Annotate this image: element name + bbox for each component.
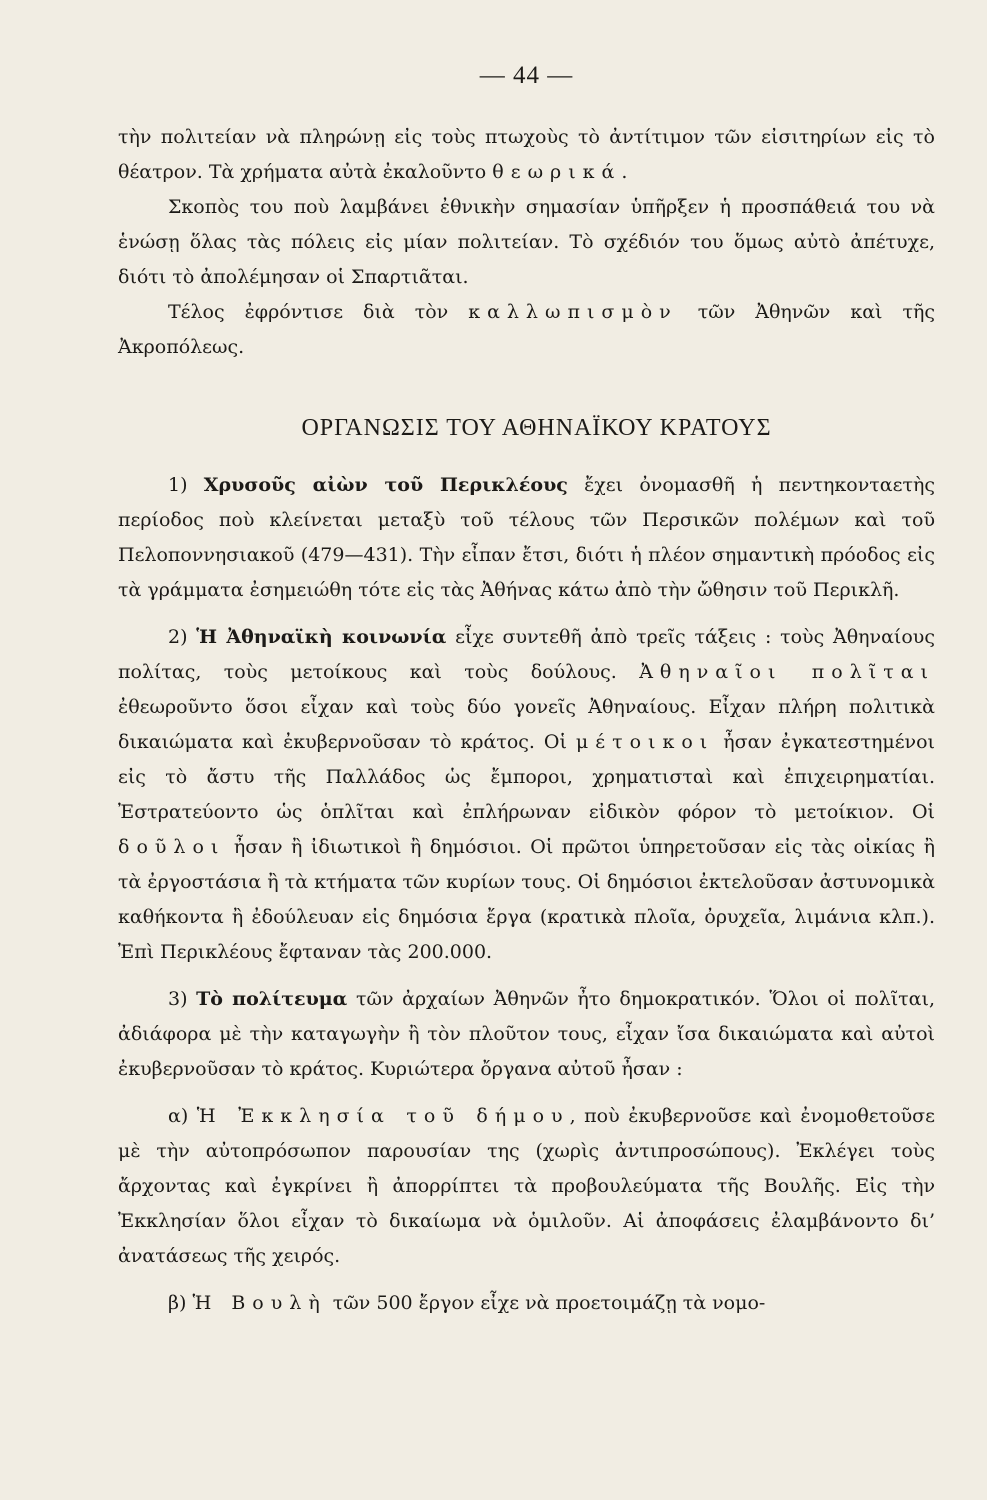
spaced-term: θεωρικά (492, 161, 622, 183)
intro-text (118, 120, 935, 365)
text-run: τῶν ἀρχαίων Ἀθηνῶν ἦτο δημοκρατικόν. Ὅλοι οἱ πολῖται, ἀδιάφορα μὲ τὴν καταγωγὴν ἢ τὸν πλοῦτον τους, εἶχαν ἴσα δικαιώματα καὶ αὐτοὶ ἐκυβερνοῦσαν τὸ κράτος. Κυριώτερα ὄργανα αὐτοῦ ἦσαν : (118, 988, 935, 1080)
text-run: ἔχει ὀνομασθῆ ἡ πεντηκονταετὴς περίοδος ποὺ κλείνεται μεταξὺ τοῦ τέλους τῶν Περσικῶν πολέμων καὶ τοῦ Πελοποννησιακοῦ (479—431). Τὴν εἶπαν ἔτσι, διότι ἡ πλέον σημαντικὴ πρόοδος εἰς τὰ γράμματα ἐσημειώθη τότε εἰς τὰς Ἀθήνας κάτω ἀπὸ τὴν ὤθησιν τοῦ Περικλῆ. (118, 474, 935, 601)
paragraph-s2 (118, 620, 935, 970)
text-run: β) (168, 1292, 193, 1314)
text-run: . (621, 161, 628, 183)
paragraph-p1 (118, 190, 935, 295)
text-run: Τέλος ἐφρόντισε διὰ τὸν (168, 301, 469, 323)
text-run: ἦσαν ἐγκατεστημένοι εἰς τὸ ἄστυ τῆς Παλλάδος ὡς ἔμποροι, χρηματισταὶ καὶ ἐπιχειρηματίαι. Ἐστρατεύοντο ὡς ὁπλῖται καὶ ἐπλήρωναν εἰδικὸν φόρον τὸ μετοίκιον. Οἱ (118, 731, 936, 823)
paragraph-s3 (118, 982, 935, 1087)
spaced-term: καλλωπισμὸν (468, 301, 678, 323)
text-run: εἶχε συντεθῆ ἀπὸ τρεῖς τάξεις : τοὺς Ἀθηναίους πολίτας, τοὺς μετοίκους καὶ τοὺς δούλους. (118, 626, 936, 683)
paragraph-p0 (118, 120, 935, 190)
text-run: 2) (168, 626, 197, 648)
bold-term: Χρυσοῦς αἰὼν τοῦ Περικλέους (203, 474, 568, 496)
spaced-term: Ἡ Βουλὴ (192, 1292, 327, 1314)
spaced-term: Ἀθηναῖοι πολῖται (639, 661, 936, 683)
page-number: — 44 — (479, 62, 574, 89)
paragraph-s1 (118, 468, 935, 608)
sections-text (118, 468, 935, 1321)
text-run: ἦσαν ἢ ἰδιωτικοὶ ἢ δημόσιοι. Οἱ πρῶτοι ὑπηρετοῦσαν εἰς τὰς οἰκίας ἢ τὰ ἐργοστάσια ἢ τὰ κτήματα τῶν κυρίων τους. Οἱ δημόσιοι ἐκτελοῦσαν ἀστυνομικὰ καθήκοντα ἢ ἐδούλευαν εἰς δημόσια ἔργα (κρατικὰ πλοῖα, ὀρυχεῖα, λιμάνια κλπ.). Ἐπὶ Περικλέους ἔφταναν τὰς 200.000. (118, 836, 935, 963)
paragraph-sa (118, 1099, 935, 1274)
text-run: Σκοπὸς του ποὺ λαμβάνει ἐθνικὴν σημασίαν ὑπῆρξεν ἡ προσπάθειά του νὰ ἑνώσῃ ὅλας τὰς πόλεις εἰς μίαν πολιτείαν. Τὸ σχέδιόν του ὅμως αὐτὸ ἀπέτυχε, διότι τὸ ἀπολέμησαν οἱ Σπαρτιᾶται. (118, 196, 935, 288)
spaced-term: δοῦλοι (118, 836, 226, 858)
text-run: τὴν πολιτείαν νὰ πληρώνῃ εἰς τοὺς πτωχοὺς τὸ ἀντίτιμον τῶν εἰσιτηρίων εἰς τὸ θέατρον. Τὰ χρήματα αὐτὰ ἐκαλοῦντο (118, 126, 935, 183)
section-heading: ΟΡΓΑΝΩΣΙΣ ΤΟΥ ΑΘΗΝΑΪΚΟΥ ΚΡΑΤΟΥΣ (301, 415, 772, 441)
paragraph-p2 (118, 295, 935, 365)
bold-term: Ἡ Ἀθηναϊκὴ κοινωνία (196, 626, 447, 648)
spaced-term: Ἡ Ἐκκλησία τοῦ δήμου (196, 1105, 570, 1127)
paragraph-sb (118, 1286, 935, 1321)
text-run: τῶν 500 ἔργον εἶχε νὰ προετοιμάζῃ τὰ νομο- (326, 1292, 766, 1314)
text-run: τῶν Ἀθηνῶν καὶ τῆς Ἀκροπόλεως. (118, 301, 935, 358)
text-run: α) (168, 1105, 197, 1127)
text-run: ἐθεωροῦντο ὅσοι εἶχαν καὶ τοὺς δύο γονεῖς Ἀθηναίους. Εἶχαν πλήρη πολιτικὰ δικαιώματα καὶ ἐκυβερνοῦσαν τὸ κράτος. Οἱ (118, 696, 935, 753)
text-run: 3) (168, 988, 197, 1010)
bold-term: Τὸ πολίτευμα (196, 988, 348, 1010)
spaced-term: μέτοικοι (575, 731, 715, 753)
text-run: , ποὺ ἐκυβερνοῦσε καὶ ἐνομοθετοῦσε μὲ τὴν αὐτοπρόσωπον παρουσίαν της (χωρὶς ἀντιπροσώπους). Ἐκλέγει τοὺς ἄρχοντας καὶ ἐγκρίνει ἢ ἀπορρίπτει τὰ προβουλεύματα τῆς Βουλῆς. Εἰς τὴν Ἐκκλησίαν ὅλοι εἶχαν τὸ δικαίωμα νὰ ὁμιλοῦν. Αἱ ἀποφάσεις ἐλαμβάνοντο δι’ ἀνατάσεως τῆς χειρός. (118, 1105, 935, 1267)
text-run: 1) (168, 474, 204, 496)
